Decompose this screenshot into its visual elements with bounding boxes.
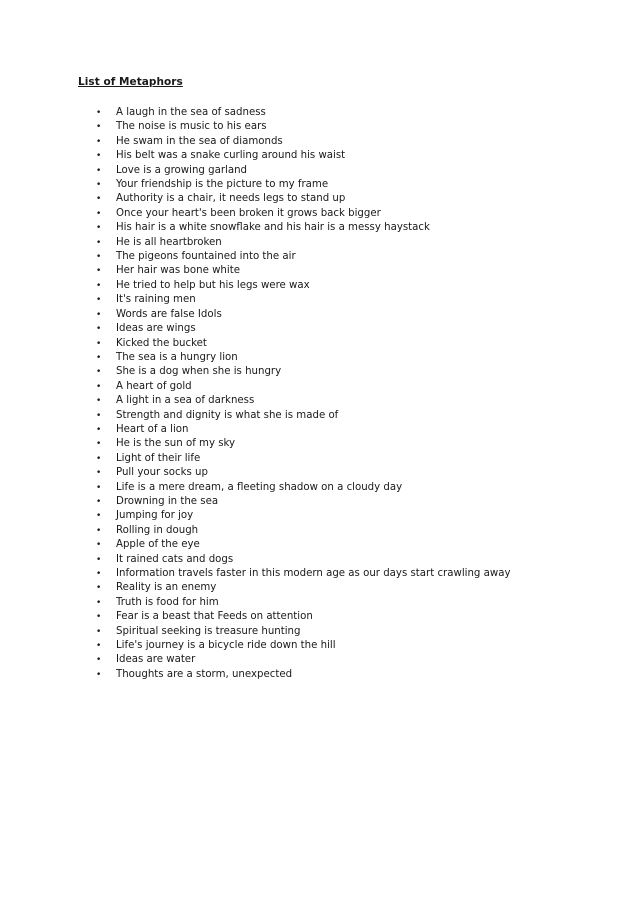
list-item-text: She is a dog when she is hungry xyxy=(116,366,282,378)
list-item-text: He is the sun of my sky xyxy=(116,438,236,450)
list-item-text: The sea is a hungry lion xyxy=(116,351,238,363)
bullet-icon: • xyxy=(96,338,102,349)
bullet-icon: • xyxy=(96,208,102,219)
bullet-icon: • xyxy=(96,280,102,291)
list-item-text: Thoughts are a storm, unexpected xyxy=(116,668,293,680)
bullet-icon: • xyxy=(96,569,102,579)
list-item-text: Jumping for joy xyxy=(116,510,194,522)
list-item-text: Truth is food for him xyxy=(116,596,219,608)
list-item-text: Once your heart's been broken it grows back bigger xyxy=(116,207,381,219)
bullet-icon: • xyxy=(96,453,102,464)
list-item-text: Love is a growing garland xyxy=(116,164,248,176)
list-item-text: A heart of gold xyxy=(116,380,192,392)
list-item-text: Spiritual seeking is treasure hunting xyxy=(116,625,301,637)
bullet-icon: • xyxy=(96,108,102,118)
bullet-icon: • xyxy=(96,295,102,306)
bullet-icon: • xyxy=(96,540,102,551)
list-item-text: A laugh in the sea of sadness xyxy=(116,107,266,118)
bullet-icon: • xyxy=(96,496,102,507)
list-item-text: Pull your socks up xyxy=(116,467,208,479)
list-item-text: He tried to help but his legs were wax xyxy=(116,279,310,291)
bullet-icon: • xyxy=(96,266,102,277)
list-item-text: Life is a mere dream, a fleeting shadow on a cloudy day xyxy=(116,481,403,493)
bullet-icon: • xyxy=(96,396,102,407)
list-item-text: His hair is a white snowflake and his hair is a messy haystack xyxy=(116,222,430,234)
bullet-icon: • xyxy=(96,511,102,522)
list-item-text: Heart of a lion xyxy=(116,423,189,435)
bullet-icon: • xyxy=(96,468,102,479)
list-item-text: The noise is music to his ears xyxy=(116,121,267,133)
list-item-text: Apple of the eye xyxy=(116,539,200,551)
bullet-icon: • xyxy=(96,597,102,608)
bullet-icon: • xyxy=(96,424,102,435)
bullet-icon: • xyxy=(96,180,102,191)
bullet-icon: • xyxy=(96,194,102,205)
bullet-icon: • xyxy=(96,641,102,652)
bullet-icon: • xyxy=(96,583,102,594)
list-item-text: Words are false Idols xyxy=(116,308,222,320)
bullet-icon: • xyxy=(96,626,102,637)
bullet-icon: • xyxy=(96,165,102,176)
list-item-text: A light in a sea of darkness xyxy=(116,395,255,407)
list-item-text: The pigeons fountained into the air xyxy=(116,251,296,263)
list-item-text: He swam in the sea of diamonds xyxy=(116,135,283,147)
list-item-text: Kicked the bucket xyxy=(116,337,207,349)
list-item-text: Ideas are water xyxy=(116,654,196,666)
bullet-icon: • xyxy=(96,554,102,565)
bullet-icon: • xyxy=(96,237,102,248)
bullet-icon: • xyxy=(96,655,102,666)
bullet-icon: • xyxy=(96,136,102,147)
bullet-icon: • xyxy=(96,439,102,450)
bullet-icon: • xyxy=(96,612,102,623)
list-item-text: Your friendship is the picture to my frame xyxy=(116,179,329,191)
bullet-icon: • xyxy=(96,482,102,493)
list-item-text: Fear is a beast that Feeds on attention xyxy=(116,611,313,623)
page-title: List of Metaphors xyxy=(78,76,183,88)
bullet-icon: • xyxy=(96,410,102,421)
list-item-text: Reality is an enemy xyxy=(116,582,217,594)
bullet-icon: • xyxy=(96,525,102,536)
list-item-text: Her hair was bone white xyxy=(116,265,240,277)
list-item-text: Strength and dignity is what she is made of xyxy=(116,409,339,421)
list-item-text: Authority is a chair, it needs legs to stand up xyxy=(116,193,346,205)
bullet-icon: • xyxy=(96,324,102,335)
bullet-icon: • xyxy=(96,252,102,263)
bullet-icon: • xyxy=(96,223,102,234)
bullet-icon: • xyxy=(96,122,102,133)
bullet-icon: • xyxy=(96,352,102,363)
bullet-icon: • xyxy=(96,309,102,320)
list-item-text: Light of their life xyxy=(116,452,201,464)
list-item-text: Rolling in dough xyxy=(116,524,199,536)
list-item-text: Information travels faster in this modern age as our days start crawling away xyxy=(116,568,511,579)
bullet-icon: • xyxy=(96,151,102,162)
list-item-text: Ideas are wings xyxy=(116,323,196,335)
list-item-text: It rained cats and dogs xyxy=(116,553,234,565)
list-item-text: Drowning in the sea xyxy=(116,495,219,507)
list-item-text: It's raining men xyxy=(116,294,196,306)
bullet-icon: • xyxy=(96,669,102,680)
list-item-text: His belt was a snake curling around his waist xyxy=(116,150,346,162)
bullet-icon: • xyxy=(96,367,102,378)
list-item-text: Life's journey is a bicycle ride down the hill xyxy=(116,640,336,652)
bullet-icon: • xyxy=(96,381,102,392)
list-item-text: He is all heartbroken xyxy=(116,236,222,248)
